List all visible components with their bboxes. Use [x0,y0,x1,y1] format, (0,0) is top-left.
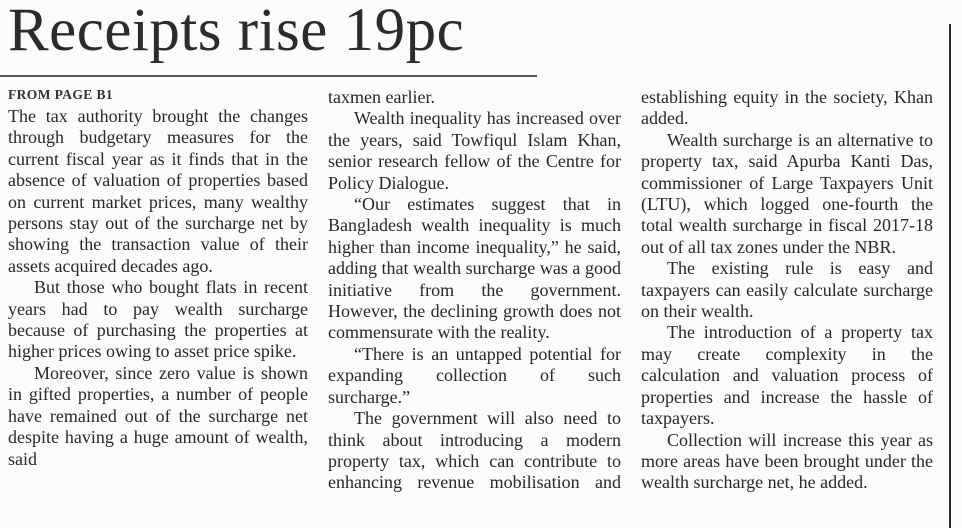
article-paragraph: Wealth surcharge is an alternative to property tax, said Apurba Kanti Das, commissioner of Large Taxpayers Unit (LTU), which logged one-fourth the total wealth surcharge in fiscal 2017-18 out of all tax zones under the NBR. [641,129,933,257]
article-paragraph: “Our estimates suggest that in Bangladesh wealth inequality is much higher than income inequality,” he said, adding that wealth surcharge was a good initiative from the government. However, the declining growth does not commensurate with the reality. [328,194,621,343]
article-paragraph: taxmen earlier. [328,87,435,107]
article-headline: Receipts rise 19pc [8,0,465,64]
article-paragraph: The tax authority brought the changes through budgetary measures for the current fiscal year as it finds that in the absence of valuation of properties based on current market prices, many wealthy persons stay out of the surcharge net by showing the transaction value of their assets acquired decades ago. [8,106,308,276]
headline-underline-rule [0,75,537,77]
article-paragraph: The existing rule is easy and taxpayers can easily calculate surcharge on their wealth. [641,258,933,322]
article-column-2 [328,87,621,494]
article-paragraph: establishing equity in the society, Khan added. [641,87,933,129]
page-column-divider-rule [949,24,951,528]
article-paragraph: Moreover, since zero value is shown in gifted properties, a number of people have remained out of the surcharge net despite having a huge amount of wealth, said [8,362,308,469]
continuation-notice: FROM PAGE B1 [8,87,114,102]
article-column-3 [641,87,933,494]
article-paragraph: “There is an untapped potential for expanding collection of such surcharge.” [328,343,621,407]
article-paragraph: The introduction of a property tax may create complexity in the calculation and valuation process of properties and increase the hassle of taxpayers. [641,322,933,429]
article-paragraph: But those who bought flats in recent years had to pay wealth surcharge because of purchasing the properties at higher prices owing to asset price spike. [8,277,308,362]
article-paragraph: Wealth inequality has increased over the years, said Towfiqul Islam Khan, senior research fellow of the Centre for Policy Dialogue. [328,108,621,193]
article-columns [8,87,933,494]
article-paragraph: The government will also need to think about introducing a modern property tax, which can contribute to enhancing revenue mobilisation and [328,408,621,493]
article-paragraph: Collection will increase this year as more areas have been brought under the wealth surcharge net, he added. [641,429,933,493]
article-column-1 [8,87,308,494]
